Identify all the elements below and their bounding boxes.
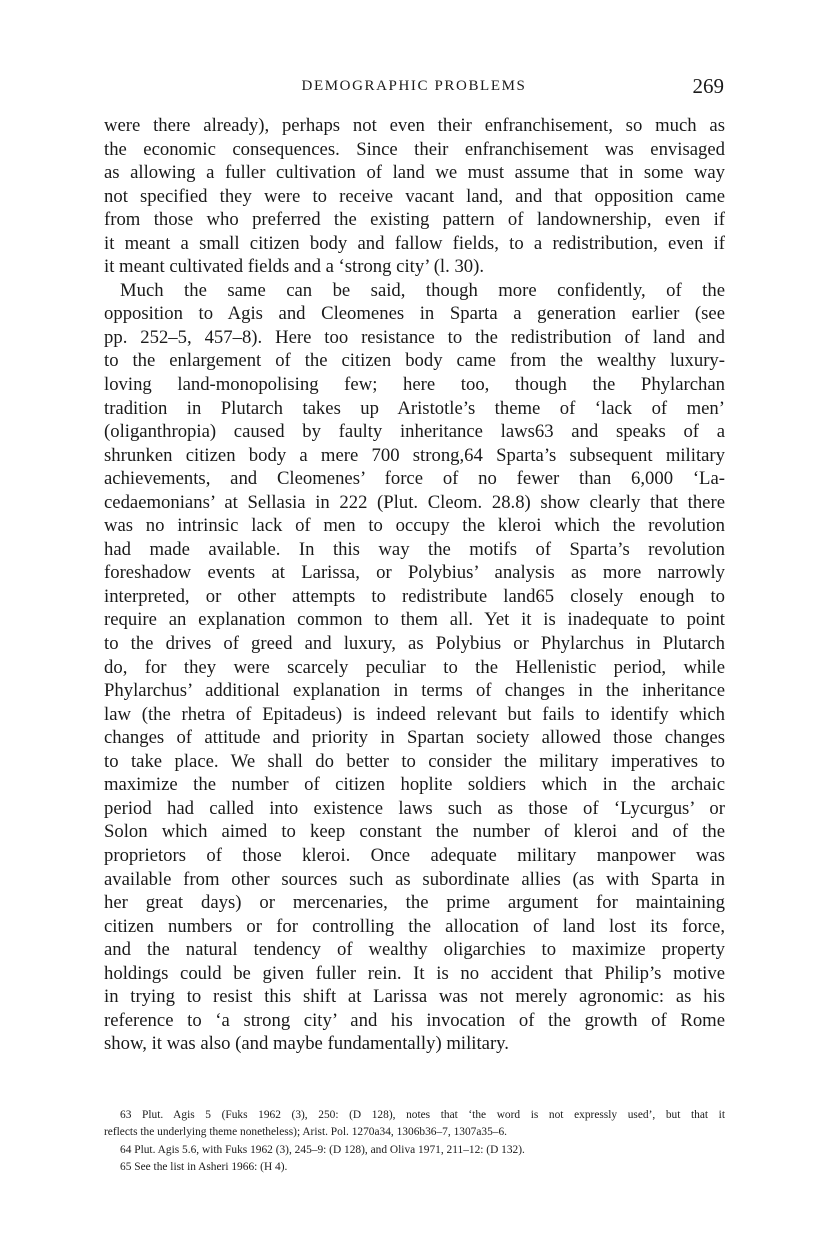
text-line: the economic consequences. Since their enfranchisement was envisaged <box>104 138 725 160</box>
text-line: in trying to resist this shift at Larissa was not merely agronomic: as his <box>104 986 725 1008</box>
text-line: opposition to Agis and Cleomenes in Sparta a generation earlier (see <box>104 303 725 325</box>
text-line: available from other sources such as subordinate allies (as with Sparta in <box>104 868 725 890</box>
text-line: interpreted, or other attempts to redistribute land65 closely enough to <box>104 585 725 607</box>
text-line: require an explanation common to them all. Yet it is inadequate to point <box>104 609 725 631</box>
text-line: (oliganthropia) caused by faulty inheritance laws63 and speaks of a <box>104 421 725 443</box>
text-line: Phylarchus’ additional explanation in terms of changes in the inheritance <box>104 680 725 702</box>
text-line: proprietors of those kleroi. Once adequate military manpower was <box>104 844 725 866</box>
text-line: foreshadow events at Larissa, or Polybius’ analysis as more narrowly <box>104 562 725 584</box>
text-line: pp. 252–5, 457–8). Here too resistance to the redistribution of land and <box>104 326 725 348</box>
text-line: not specified they were to receive vacant land, and that opposition came <box>104 185 725 207</box>
text-line: to the drives of greed and luxury, as Polybius or Phylarchus in Plutarch <box>104 633 725 655</box>
text-line: shrunken citizen body a mere 700 strong,64 Sparta’s subsequent military <box>104 444 725 466</box>
text-line: from those who preferred the existing pattern of landownership, even if <box>104 209 725 231</box>
text-line: loving land-monopolising few; here too, though the Phylarchan <box>104 374 725 396</box>
footnotes <box>104 1107 725 1176</box>
text-line: period had called into existence laws such as those of ‘Lycurgus’ or <box>104 797 725 819</box>
text-line: maximize the number of citizen hoplite soldiers which in the archaic <box>104 774 725 796</box>
text-line: had made available. In this way the motifs of Sparta’s revolution <box>104 538 725 560</box>
text-line: changes of attitude and priority in Spartan society allowed those changes <box>104 727 725 749</box>
text-line: to the enlargement of the citizen body came from the wealthy luxury- <box>104 350 725 372</box>
text-line: and the natural tendency of wealthy oligarchies to maximize property <box>104 939 725 961</box>
text-line: cedaemonians’ at Sellasia in 222 (Plut. Cleom. 28.8) show clearly that there <box>104 491 725 513</box>
text-line: tradition in Plutarch takes up Aristotle’s theme of ‘lack of men’ <box>104 397 725 419</box>
text-line: were there already), perhaps not even their enfranchisement, so much as <box>104 115 725 136</box>
text-line: as allowing a fuller cultivation of land we must assume that in some way <box>104 162 725 184</box>
text-line: Much the same can be said, though more confidently, of the <box>120 279 725 301</box>
footnote-64: 64 Plut. Agis 5.6, with Fuks 1962 (3), 245–9: (D 128), and Oliva 1971, 211–12: (D 132). <box>120 1143 525 1156</box>
text-line: it meant a small citizen body and fallow fields, to a redistribution, even if <box>104 232 725 254</box>
text-line: do, for they were scarcely peculiar to the Hellenistic period, while <box>104 656 725 678</box>
footnote-63-continuation: reflects the underlying theme nonetheless); Arist. Pol. 1270a34, 1306b36–7, 1307a35–6. <box>104 1126 508 1139</box>
text-line: achievements, and Cleomenes’ force of no fewer than 6,000 ‘La- <box>104 468 725 490</box>
text-line: show, it was also (and maybe fundamentally) military. <box>104 1033 509 1055</box>
text-line: reference to ‘a strong city’ and his invocation of the growth of Rome <box>104 1009 725 1031</box>
text-line: was no intrinsic lack of men to occupy the kleroi which the revolution <box>104 515 725 537</box>
text-line: holdings could be given fuller rein. It is no accident that Philip’s motive <box>104 962 725 984</box>
text-line: it meant cultivated fields and a ‘strong city’ (l. 30). <box>104 256 485 278</box>
text-line: to take place. We shall do better to consider the military imperatives to <box>104 750 725 772</box>
running-head <box>104 74 724 104</box>
text-line: Solon which aimed to keep constant the number of kleroi and of the <box>104 821 725 843</box>
body-text <box>104 114 725 1056</box>
footnote-63: 63 Plut. Agis 5 (Fuks 1962 (3), 250: (D 128), notes that ‘the word is not expressly used’, but that it <box>120 1109 725 1121</box>
footnote-65: 65 See the list in Asheri 1966: (H 4). <box>120 1160 288 1173</box>
text-line: her great days) or mercenaries, the prime argument for maintaining <box>104 892 725 914</box>
page-number: 269 <box>692 74 724 98</box>
text-line: citizen numbers or for controlling the allocation of land lost its force, <box>104 915 725 937</box>
running-title: DEMOGRAPHIC PROBLEMS <box>301 78 527 94</box>
text-line: law (the rhetra of Epitadeus) is indeed relevant but fails to identify which <box>104 703 725 725</box>
